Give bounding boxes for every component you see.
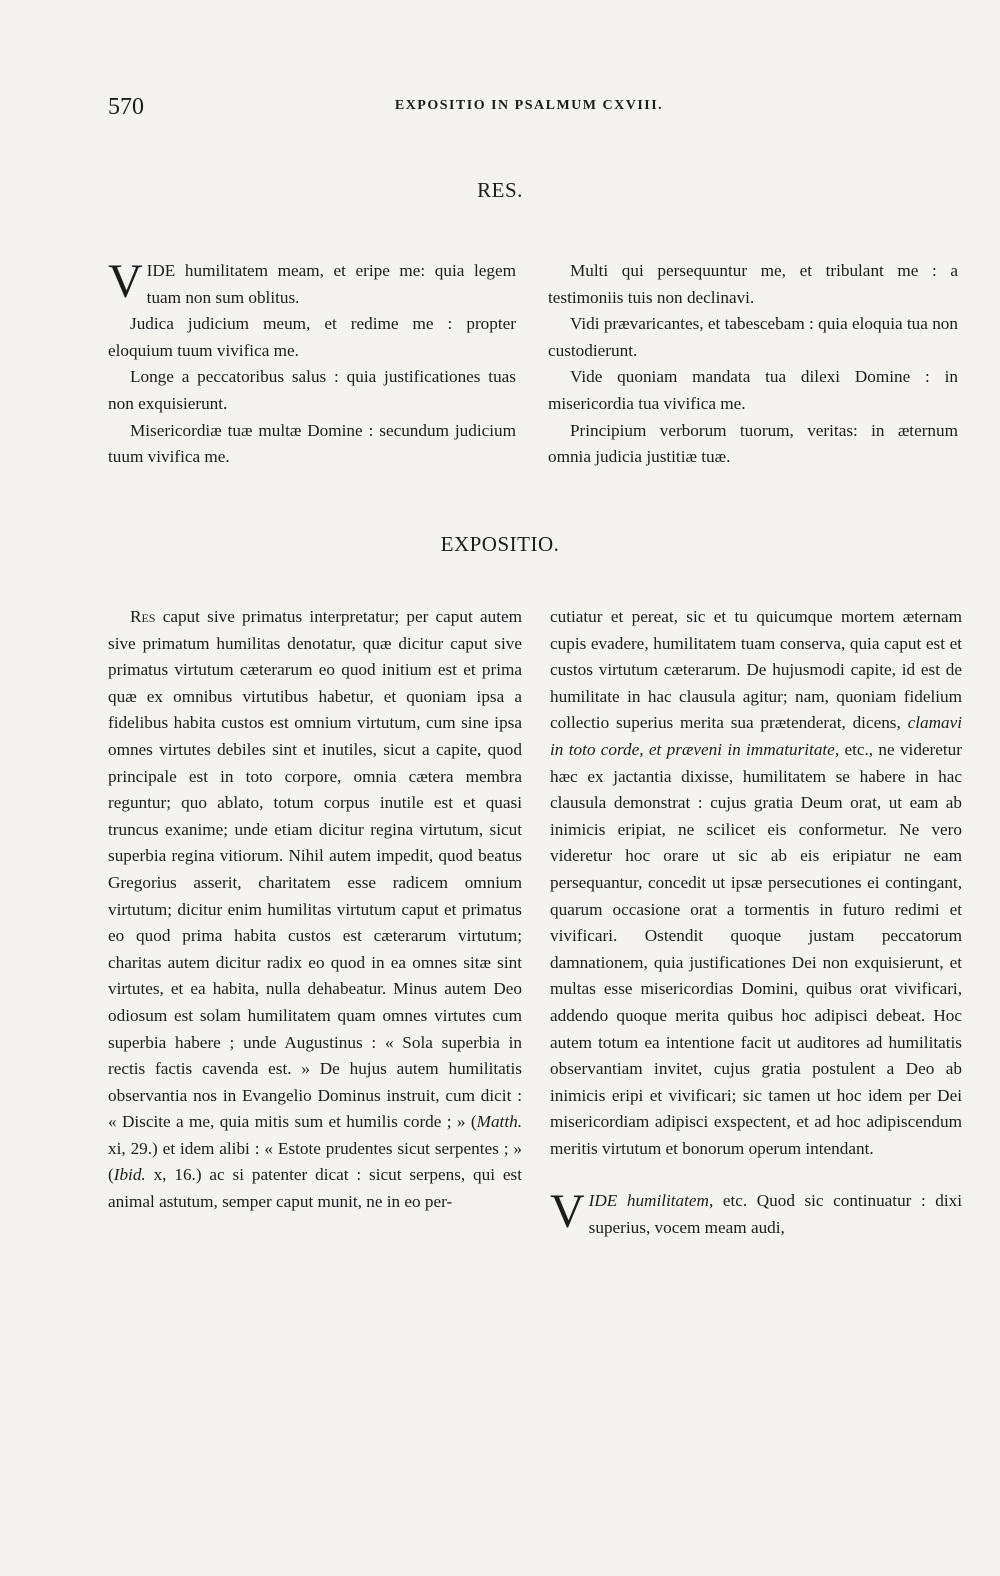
verse-4: Misericordiæ tuæ multæ Domine : secundum judicium tuum vivifica me. xyxy=(108,420,516,467)
commentary-paragraph: Res caput sive primatus interpretatur; per caput autem sive primatum humilitas denotatur, quæ dicitur caput sive primatus virtutum cæterarum eo quod initium est et prima quæ ex omnibus virtutibus habetur, et quoniam ipsa a fidelibus habita custos est omnium virtutum, cum sine ipsa omnes virtutes debiles sint et inutiles, sicut a capite, quod principale est in toto corpore, omnia cætera membra reguntur; quo ablato, totum corpus inutile est et quasi truncus exanime; unde etiam dicitur regina virtutum, sicut superbia regina vitiorum. Nihil autem impedit, quod beatus Gregorius asserit, charitatem esse radicem omnium virtutum; dicitur enim humilitas virtutum caput et primatus eo quod prima habita custos est cæterarum virtutum; charitas autem dicitur radix eo quod in ea omnes sitæ sint virtutes, et ea habita, nulla dehabeatur. Minus autem Deo odiosum est solam humilitatem quam omnes virtutes cum superbia habere ; unde Augustinus : « Sola superbia in rectis factis cavenda est. » De hujus autem humilitatis observantia nos in Evangelio Dominus instruit, cum dicit : « Discite a me, quia mitis sum et humilis corde ; » (Matth. xi, 29.) et idem alibi : « Estote prudentes sicut serpentes ; » (Ibid. x, 16.) ac si patenter dicat : sicut serpens, qui est animal astutum, semper caput munit, ne in eo per- xyxy=(108,607,522,1212)
running-title: EXPOSITIO IN PSALMUM CXVIII. xyxy=(394,98,664,113)
verse-2: Judica judicium meum, et redime me : propter eloquium tuum vivifica me. xyxy=(108,314,516,360)
verse-8: Principium verborum tuorum, veritas: in æternum omnia judicia justitiæ tuæ. xyxy=(548,420,958,467)
verse-6: Vidi prævaricantes, et tabescebam : quia eloquia tua non custodierunt. xyxy=(548,314,958,360)
commentary-right-column xyxy=(550,604,962,1242)
verse-3: Longe a peccatoribus salus : quia justificationes tuas non exquisierunt. xyxy=(108,367,516,413)
drop-cap-2: V xyxy=(550,1185,585,1239)
verses-left-column xyxy=(108,255,516,471)
smallcaps-word: Res xyxy=(130,607,156,626)
page-number: 570 xyxy=(108,94,144,120)
lemma-paragraph: VIDE humilitatem, etc. Quod sic continuatur : dixi superius, vocem meam audi, xyxy=(550,1185,963,1239)
commentary-continuation: cutiatur et pereat, sic et tu quicumque mortem æternam cupis evadere, humilitatem tuam conserva, quia caput est et custos virtutum cæterarum. De hujusmodi capite, id est de humilitate in hac clausula agitur; nam, quoniam fidelium collectio superius merita sua prætenderat, dicens, clamavi in toto corde, et præveni in immaturitate, etc., ne videretur hæc ex jactantia dixisse, humilitatem se habere in hac clausula demonstrat : cujus gratia Deum orat, ut eam ab inimicis eripiat, ne scilicet eis conformetur. Ne vero videretur hoc orare ut sic ab eis eripiatur ne eam persequantur, concedit ut ipsæ persecutiones ei contingant, quarum occasione orat a tormentis in futuro redimi et vivificari. Ostendit quoque justam peccatorum damnationem, quia justificationes Dei non exquisierunt, et multas esse misericordias Domini, quibus orat vivificari, addendo quoque merita quibus hoc adipisci debeat. Hoc autem totum ea intentione facit ut auditores ad humilitatis observantiam invitet, cujus gratia postulent a Deo ab inimicis eripi et vivificari; sic tamen ut hoc idem per Dei misericordiam adipisci exspectent, et ad hoc adipiscendum meritis virtutum et bonorum operum intendant. xyxy=(550,607,962,1158)
verse-5: Multi qui persequuntur me, et tribulant me : a testimoniis tuis non declinavi. xyxy=(548,261,958,307)
expositio-heading: EXPOSITIO. xyxy=(440,532,560,556)
quoted-verse: clamavi in toto corde, et præveni in immaturitate, xyxy=(550,713,962,759)
reference-ibid: Ibid. xyxy=(113,1165,146,1185)
running-header xyxy=(108,94,950,124)
res-heading: RES. xyxy=(477,178,523,202)
verses-right-column xyxy=(548,258,958,471)
verse-7: Vide quoniam mandata tua dilexi Domine : in misericordia tua vivifica me. xyxy=(548,367,958,413)
commentary-left-column xyxy=(108,604,522,1216)
verse-1: VIDE humilitatem meam, et eripe me: quia legem tuam non sum oblitus. xyxy=(108,255,516,308)
reference-matthew: Matth. xyxy=(476,1112,522,1132)
drop-cap: V xyxy=(108,255,143,308)
lemma: IDE humilitatem, xyxy=(588,1191,714,1211)
